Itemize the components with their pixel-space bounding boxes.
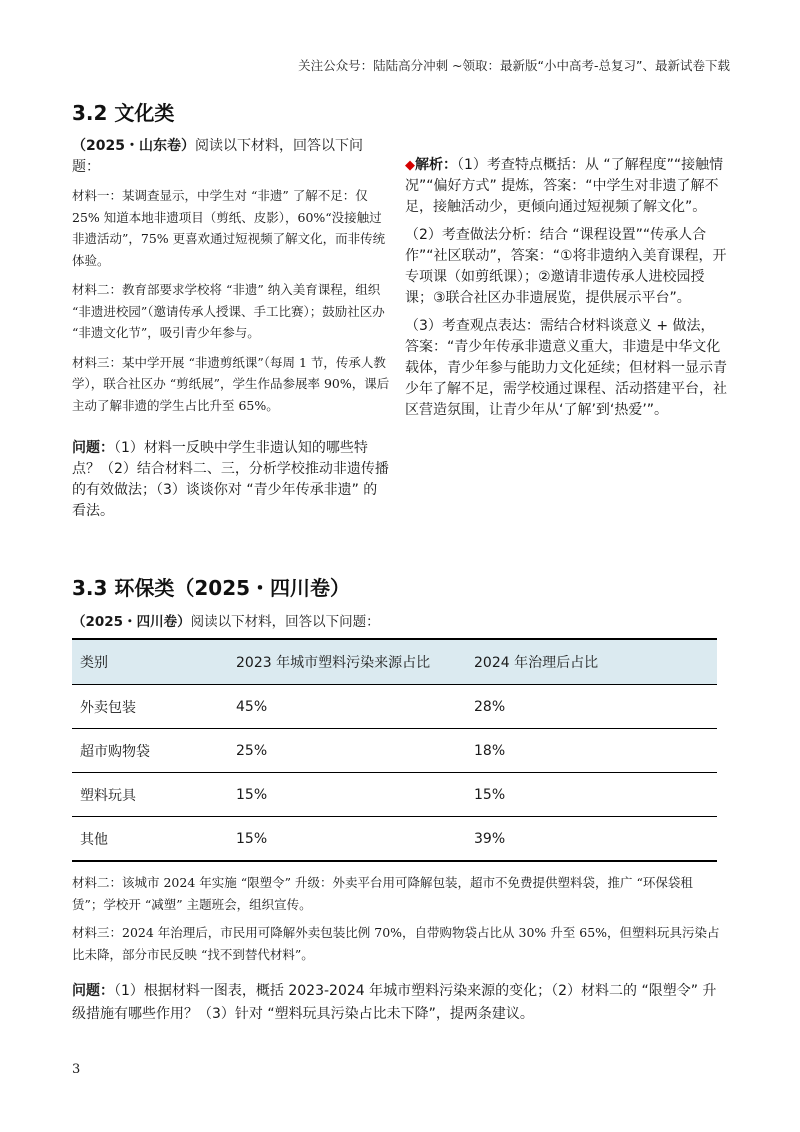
- table-row: [72, 729, 717, 773]
- table-row: [72, 773, 717, 817]
- culture-material-3: 材料三：某中学开展 “非遗剪纸课”（每周 1 节，传承人教学），联合社区办 “剪纸展”，学生作品参展率 90%，课后主动了解非遗的学生占比升至 65%。: [72, 354, 390, 413]
- culture-analysis-column: [405, 155, 727, 428]
- diamond-icon: ◆: [405, 158, 415, 173]
- section-title-environment: 3.3 环保类（2025・四川卷）: [72, 576, 351, 600]
- analysis-paragraph-1: （1）考查特点概括：从 “了解程度”“接触情况”“偏好方式” 提炼，答案：“中学生对非遗了解不足，接触活动少，更倾向通过短视频了解文化”。: [405, 157, 724, 215]
- table-row: [72, 685, 717, 729]
- table-cell: 塑料玩具: [72, 773, 228, 817]
- table-cell: 其他: [72, 817, 228, 862]
- table-cell: 25%: [228, 729, 466, 773]
- culture-intro-text: 阅读以下材料，回答以下问题：: [72, 138, 363, 175]
- culture-intro: [72, 136, 390, 178]
- culture-intro-source: （2025・山东卷）: [72, 138, 195, 154]
- pollution-table: [72, 638, 717, 862]
- environment-question: [72, 980, 722, 1026]
- environment-intro-text: 阅读以下材料，回答以下问题：: [190, 614, 380, 630]
- table-cell: 28%: [466, 685, 717, 729]
- table-cell: 超市购物袋: [72, 729, 228, 773]
- culture-question: [72, 438, 390, 522]
- environment-materials: [72, 872, 722, 1040]
- table-header-cell: 2024 年治理后占比: [466, 639, 717, 685]
- culture-question-text: （1）材料一反映中学生非遗认知的哪些特点？（2）结合材料二、三，分析学校推动非遗传播的有效做法；（3）谈谈你对 “青少年传承非遗” 的看法。: [72, 440, 389, 519]
- table-cell: 39%: [466, 817, 717, 862]
- table-cell: 外卖包装: [72, 685, 228, 729]
- culture-material-2: 材料二：教育部要求学校将 “非遗” 纳入美育课程，组织 “非遗进校园”（邀请传承人授课、手工比赛）；鼓励社区办 “非遗文化节”，吸引青少年参与。: [72, 282, 385, 340]
- table-cell: 18%: [466, 729, 717, 773]
- section-title-culture: 3.2 文化类: [72, 101, 175, 125]
- culture-question-label: 问题：: [72, 440, 114, 456]
- culture-material-1: 材料一：某调查显示，中学生对 “非遗” 了解不足：仅 25% 知道本地非遗项目（剪纸、皮影），60%“没接触过非遗活动”，75% 更喜欢通过短视频了解文化，而非传统体验。: [72, 188, 386, 268]
- table-header-row: [72, 639, 717, 685]
- table-header-cell: 2023 年城市塑料污染来源占比: [228, 639, 466, 685]
- table-cell: 15%: [228, 817, 466, 862]
- table-row: [72, 817, 717, 862]
- analysis-label: 解析：: [415, 157, 457, 173]
- environment-question-text: （1）根据材料一图表，概括 2023-2024 年城市塑料污染来源的变化；（2）材料二的 “限塑令” 升级措施有哪些作用？（3）针对 “塑料玩具污染占比未下降”，提两条建议。: [72, 983, 717, 1022]
- page-number: 3: [72, 1062, 81, 1077]
- environment-intro: [72, 610, 380, 630]
- culture-analysis-1: [405, 155, 727, 218]
- environment-intro-source: （2025・四川卷）: [72, 614, 191, 630]
- environment-material-2: 材料二：该城市 2024 年实施 “限塑令” 升级：外卖平台用可降解包装，超市不免费提供塑料袋，推广 “环保袋租赁”；学校开 “减塑” 主题班会，组织宣传。: [72, 875, 693, 912]
- page-header: 关注公众号：陆陆高分冲刺 ~领取：最新版“小中高考-总复习”、最新试卷下载: [298, 58, 730, 73]
- table-cell: 15%: [466, 773, 717, 817]
- table-cell: 45%: [228, 685, 466, 729]
- environment-material-3: 材料三：2024 年治理后，市民用可降解外卖包装比例 70%，自带购物袋占比从 30% 升至 65%，但塑料玩具污染占比未降，部分市民反映 “找不到替代材料”。: [72, 925, 720, 962]
- analysis-paragraph-2: （2）考查做法分析：结合 “课程设置”“传承人合作”“社区联动”，答案：“①将非遗纳入美育课程，开专项课（如剪纸课）；②邀请非遗传承人进校园授课；③联合社区办非遗展览，提供展示平台”。: [405, 227, 727, 306]
- culture-question-column: [72, 136, 390, 529]
- table-header-cell: 类别: [72, 639, 228, 685]
- analysis-paragraph-3: （3）考查观点表达：需结合材料谈意义 + 做法，答案：“青少年传承非遗意义重大，非遗是中华文化载体，青少年参与能助力文化延续；但材料一显示青少年了解不足，需学校通过课程、活动搭建平台，社区营造氛围，让青少年从‘了解’到‘热爱’”。: [405, 318, 727, 418]
- environment-question-label: 问题：: [72, 983, 114, 999]
- table-cell: 15%: [228, 773, 466, 817]
